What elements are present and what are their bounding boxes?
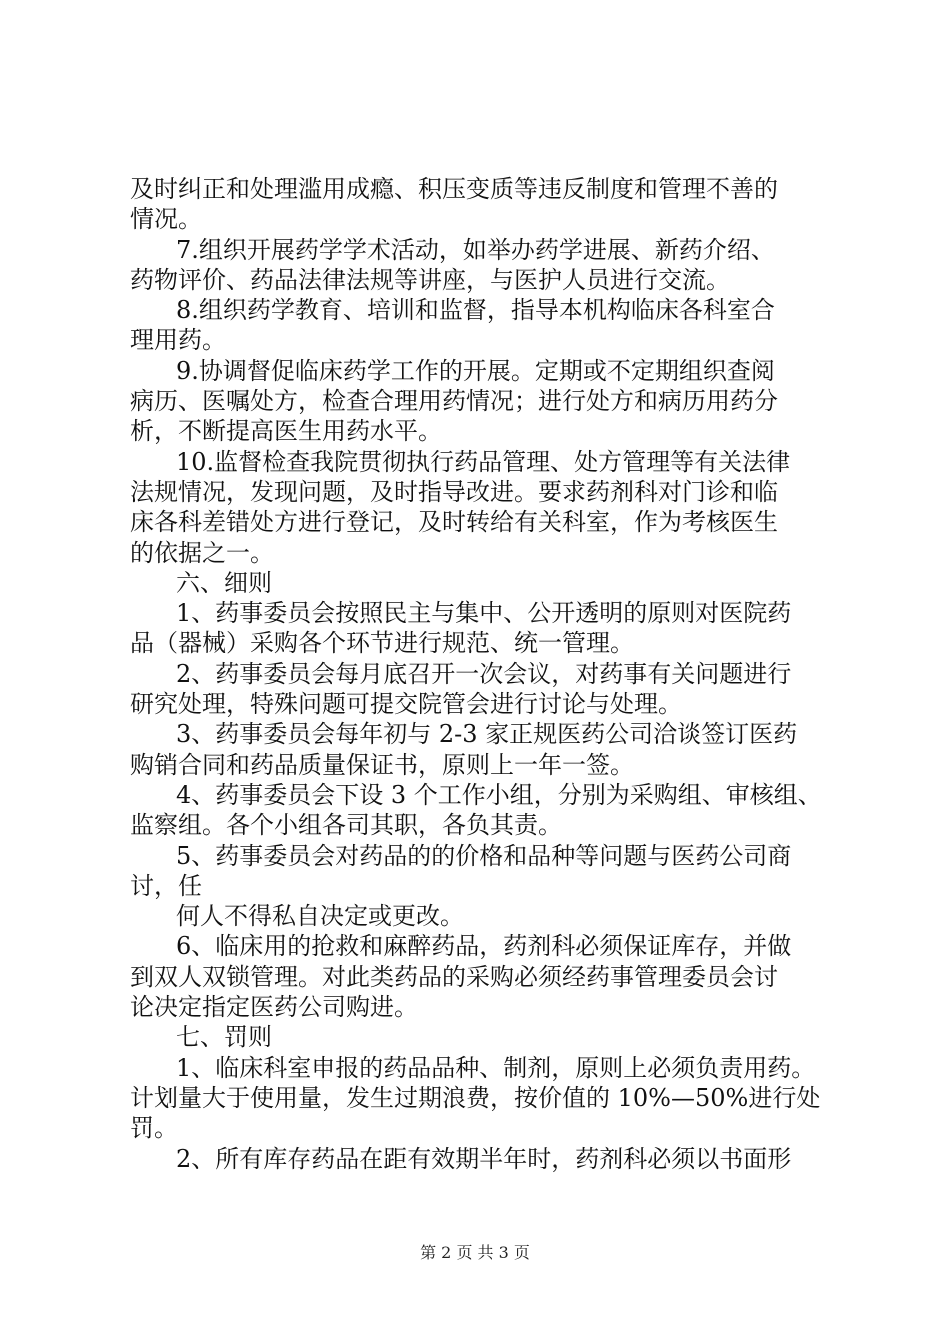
page-footer: 第 2 页 共 3 页 <box>420 1243 530 1262</box>
text-line: 的依据之一。 <box>130 538 274 567</box>
text-line: 研究处理，特殊问题可提交院管会进行讨论与处理。 <box>130 690 682 719</box>
text-line: 床各科差错处方进行登记，及时转给有关科室，作为考核医生 <box>130 508 778 537</box>
text-line: 7.组织开展药学学术活动，如举办药学进展、新药介绍、 <box>176 235 775 264</box>
text-line: 9.协调督促临床药学工作的开展。定期或不定期组织查阅 <box>176 356 775 385</box>
text-line: 10.监督检查我院贯彻执行药品管理、处方管理等有关法律 <box>176 447 791 476</box>
text-line: 何人不得私自决定或更改。 <box>176 902 464 931</box>
text-line: 析，不断提高医生用药水平。 <box>130 417 442 446</box>
document-body <box>130 174 830 1174</box>
text-line: 及时纠正和处理滥用成瘾、积压变质等违反制度和管理不善的 <box>130 175 778 203</box>
text-line: 情况。 <box>130 205 202 234</box>
text-line: 讨，任 <box>130 871 202 900</box>
text-line: 购销合同和药品质量保证书，原则上一年一签。 <box>130 750 634 779</box>
text-line: 罚。 <box>130 1114 178 1143</box>
text-line: 3、药事委员会每年初与 2-3 家正规医药公司洽谈签订医药 <box>176 720 798 749</box>
text-line: 2、药事委员会每月底召开一次会议，对药事有关问题进行 <box>176 659 792 688</box>
text-line: 到双人双锁管理。对此类药品的采购必须经药事管理委员会讨 <box>130 962 778 991</box>
text-line: 六、细则 <box>176 568 272 597</box>
text-line: 法规情况，发现问题，及时指导改进。要求药剂科对门诊和临 <box>130 477 778 506</box>
text-line: 5、药事委员会对药品的的价格和品种等问题与医药公司商 <box>176 841 792 870</box>
text-line: 七、罚则 <box>176 1023 272 1052</box>
text-line: 药物评价、药品法律法规等讲座，与医护人员进行交流。 <box>130 265 730 294</box>
text-line: 6、临床用的抢救和麻醉药品，药剂科必须保证库存，并做 <box>176 932 792 961</box>
text-line: 监察组。各个小组各司其职，各负其责。 <box>130 811 562 840</box>
text-line: 1、药事委员会按照民主与集中、公开透明的原则对医院药 <box>176 599 792 628</box>
text-line: 4、药事委员会下设 3 个工作小组，分别为采购组、审核组、 <box>176 780 822 809</box>
text-line: 1、临床科室申报的药品品种、制剂，原则上必须负责用药。 <box>176 1053 816 1082</box>
text-line: 计划量大于使用量，发生过期浪费，按价值的 10%—50%进行处 <box>130 1083 821 1112</box>
text-line: 论决定指定医药公司购进。 <box>130 993 418 1022</box>
text-line: 8.组织药学教育、培训和监督，指导本机构临床各科室合 <box>176 296 775 325</box>
text-line: 理用药。 <box>130 326 226 355</box>
text-line: 品（器械）采购各个环节进行规范、统一管理。 <box>130 629 634 658</box>
text-line: 病历、医嘱处方，检查合理用药情况；进行处方和病历用药分 <box>130 387 778 416</box>
text-line: 2、所有库存药品在距有效期半年时，药剂科必须以书面形 <box>176 1144 792 1173</box>
